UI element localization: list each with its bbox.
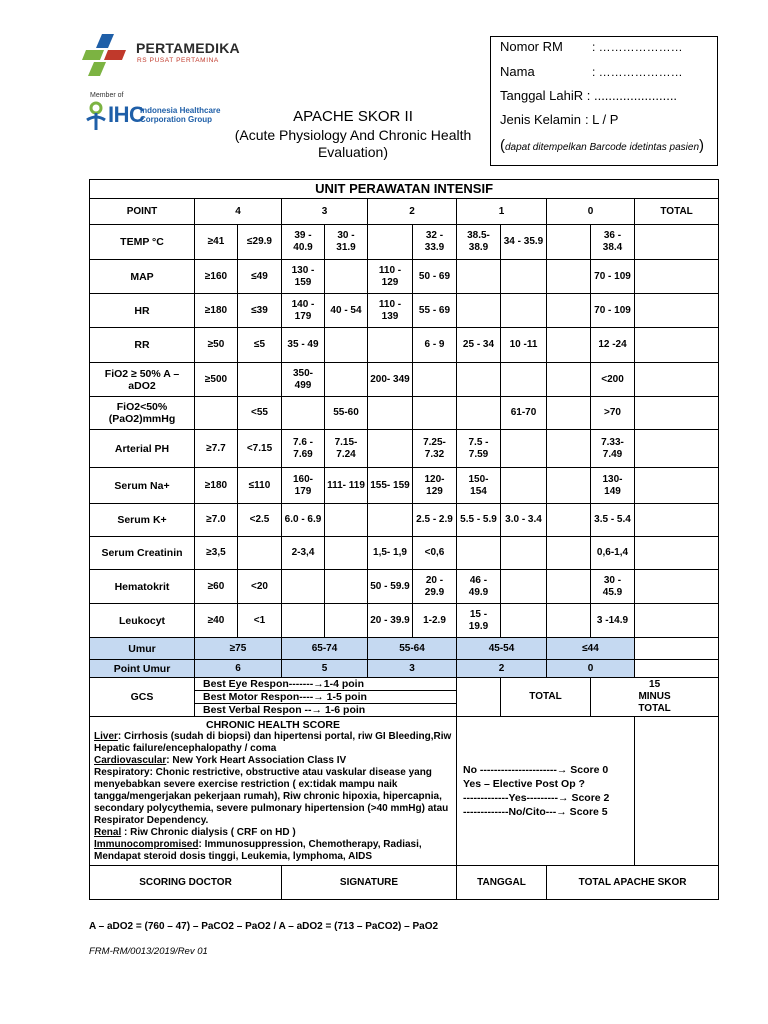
row-total-cell[interactable] [635, 294, 719, 328]
range-cell [282, 397, 325, 430]
chronic-score-input[interactable] [635, 717, 719, 866]
range-cell [325, 504, 368, 537]
gcs-row: GCS Best Eye Respon-------→1-4 poin Best Motor Respon----→ 1-5 poin Best Verbal Respon --→ 1-6 poin TOTAL 15 MINUS TOTAL [90, 678, 719, 717]
range-cell: 36 - 38.4 [591, 225, 635, 260]
range-cell: ≤49 [238, 260, 282, 294]
range-cell: 130 - 159 [282, 260, 325, 294]
range-cell [501, 363, 547, 397]
range-cell [501, 604, 547, 638]
range-cell: <55 [238, 397, 282, 430]
parameter-row [90, 430, 719, 468]
name-field[interactable]: : ………………… [592, 65, 683, 79]
range-cell: ≥50 [195, 328, 238, 363]
range-cell: 15 - 19.9 [457, 604, 501, 638]
range-cell: 3.5 - 5.4 [591, 504, 635, 537]
range-cell [238, 537, 282, 570]
parameter-row [90, 604, 719, 638]
barcode-note: (dapat ditempelkan Barcode idetintas pasien) [500, 137, 705, 154]
range-cell: <200 [591, 363, 635, 397]
date-field[interactable]: TANGGAL [457, 866, 547, 900]
range-cell: 1-2.9 [413, 604, 457, 638]
range-cell [501, 537, 547, 570]
range-cell: 150- 154 [457, 468, 501, 504]
range-cell: 70 - 109 [591, 294, 635, 328]
range-cell [457, 397, 501, 430]
point-header-row: POINT 4 3 2 1 0 TOTAL [90, 199, 719, 225]
row-total-cell[interactable] [635, 328, 719, 363]
range-cell: 46 - 49.9 [457, 570, 501, 604]
range-cell: 10 -11 [501, 328, 547, 363]
range-cell [547, 604, 591, 638]
parameter-row [90, 504, 719, 537]
range-cell: ≤5 [238, 328, 282, 363]
sex-field[interactable]: : L / P [584, 112, 619, 127]
range-cell [325, 570, 368, 604]
range-cell: 20 - 39.9 [368, 604, 413, 638]
range-cell [368, 328, 413, 363]
range-cell [238, 363, 282, 397]
parameter-label: Serum Na+ [90, 468, 195, 504]
range-cell: 61-70 [501, 397, 547, 430]
range-cell [547, 504, 591, 537]
range-cell [501, 260, 547, 294]
range-cell: 30 - 45.9 [591, 570, 635, 604]
parameter-row [90, 294, 719, 328]
name-row: Nama : ………………… [500, 64, 683, 79]
range-cell: <1 [238, 604, 282, 638]
range-cell [547, 294, 591, 328]
chronic-health-row [90, 717, 719, 866]
parameter-row [90, 570, 719, 604]
range-cell: 110 - 129 [368, 260, 413, 294]
row-total-cell[interactable] [635, 397, 719, 430]
gcs-total-label: TOTAL [501, 678, 591, 717]
signature-field[interactable]: SIGNATURE [282, 866, 457, 900]
range-cell [547, 570, 591, 604]
range-cell: 70 - 109 [591, 260, 635, 294]
parameter-row [90, 260, 719, 294]
row-total-cell[interactable] [635, 260, 719, 294]
range-cell [325, 537, 368, 570]
total-apache-field[interactable]: TOTAL APACHE SKOR [547, 866, 719, 900]
age-row: Umur ≥75 65-74 55-64 45-54 ≤44 [90, 638, 719, 660]
dob-field[interactable]: : ....................... [586, 88, 678, 103]
range-cell [501, 294, 547, 328]
range-cell: ≥180 [195, 468, 238, 504]
range-cell [547, 430, 591, 468]
range-cell [547, 260, 591, 294]
range-cell: 7.15- 7.24 [325, 430, 368, 468]
parameter-row [90, 468, 719, 504]
range-cell: 7.25- 7.32 [413, 430, 457, 468]
range-cell: 20 - 29.9 [413, 570, 457, 604]
range-cell [413, 363, 457, 397]
range-cell: <20 [238, 570, 282, 604]
row-total-cell[interactable] [635, 225, 719, 260]
row-total-cell[interactable] [635, 504, 719, 537]
range-cell [368, 430, 413, 468]
range-cell: ≥500 [195, 363, 238, 397]
range-cell [368, 397, 413, 430]
range-cell [547, 537, 591, 570]
range-cell: ≤110 [238, 468, 282, 504]
range-cell [547, 225, 591, 260]
range-cell: 6 - 9 [413, 328, 457, 363]
range-cell: ≥3,5 [195, 537, 238, 570]
range-cell [282, 604, 325, 638]
range-cell [368, 504, 413, 537]
range-cell: 200- 349 [368, 363, 413, 397]
range-cell: 50 - 69 [413, 260, 457, 294]
range-cell: 38.5- 38.9 [457, 225, 501, 260]
range-cell [547, 468, 591, 504]
range-cell [501, 468, 547, 504]
document-title: APACHE SKOR II [293, 108, 413, 125]
range-cell: ≥40 [195, 604, 238, 638]
parameter-label: MAP [90, 260, 195, 294]
parameter-label: Arterial PH [90, 430, 195, 468]
patient-identity-box [490, 36, 718, 166]
range-cell: 1,5- 1,9 [368, 537, 413, 570]
form-code: FRM-RM/0013/2019/Rev 01 [89, 946, 208, 957]
range-cell: <2.5 [238, 504, 282, 537]
range-cell: 2.5 - 2.9 [413, 504, 457, 537]
range-cell: 30 - 31.9 [325, 225, 368, 260]
range-cell: 0,6-1,4 [591, 537, 635, 570]
gcs-total-input[interactable] [457, 678, 501, 717]
chronic-health-text: CHRONIC HEALTH SCORE Liver: Cirrhosis (sudah di biopsi) dan hipertensi portal, riw GI Bleeding,Riw Hepatic failure/encephalopathy / coma Cardiovascular: New York Heart Association Class IV Respiratory: Chonic restrictive, obstructive atau vaskular disease yang menyebabkan severe exercise restriction ( ex:tidak mampu naik tangga/mengerjakan pekerjaan rumah), Riw chronic hipoxia, hipercapnia, secondary polycythemia, severe pulmonary hipertension (>40 mmHg) atau Respirator Dependency. Renal : Riw Chronic dialysis ( CRF on HD ) Immunocompromised: Immunosuppression, Chemotherapy, Radiasi, Mendapat steroid dosis tinggi, Leukemia, lymphoma, AIDS [90, 717, 457, 866]
range-cell: 6.0 - 6.9 [282, 504, 325, 537]
gcs-formula: 15 MINUS TOTAL [591, 678, 719, 717]
parameter-label: HR [90, 294, 195, 328]
parameter-row [90, 397, 719, 430]
range-cell: 120- 129 [413, 468, 457, 504]
row-total-cell[interactable] [635, 604, 719, 638]
range-cell [282, 570, 325, 604]
range-cell [325, 604, 368, 638]
pertamedika-logo-icon [80, 30, 132, 80]
row-total-cell[interactable] [635, 537, 719, 570]
parameter-row [90, 537, 719, 570]
gcs-components: Best Eye Respon-------→1-4 poin Best Motor Respon----→ 1-5 poin Best Verbal Respon --→ 1-6 poin [195, 678, 457, 717]
unit-title: UNIT PERAWATAN INTENSIF [90, 180, 719, 199]
document-subtitle: (Acute Physiology And Chronic Health Evaluation) [234, 127, 472, 160]
range-cell: <0,6 [413, 537, 457, 570]
aado2-formula: A – aDO2 = (760 – 47) – PaCO2 – PaO2 / A – aDO2 = (713 – PaCO2) – PaO2 [89, 921, 439, 932]
range-cell: 160- 179 [282, 468, 325, 504]
rm-field[interactable]: : ………………… [592, 40, 683, 54]
range-cell: 130- 149 [591, 468, 635, 504]
range-cell: 35 - 49 [282, 328, 325, 363]
parameter-label: Hematokrit [90, 570, 195, 604]
dob-row: Tanggal LahiR : ....................... [500, 88, 678, 103]
range-cell: 5.5 - 5.9 [457, 504, 501, 537]
range-cell: 3 -14.9 [591, 604, 635, 638]
range-cell: ≥180 [195, 294, 238, 328]
range-cell: 7.33- 7.49 [591, 430, 635, 468]
signature-row [90, 866, 719, 900]
rm-row: Nomor RM : ………………… [500, 39, 683, 54]
range-cell: 350- 499 [282, 363, 325, 397]
row-total-cell[interactable] [635, 363, 719, 397]
range-cell: 155- 159 [368, 468, 413, 504]
parameter-label: FiO2<50% (PaO2)mmHg [90, 397, 195, 430]
row-total-cell[interactable] [635, 570, 719, 604]
range-cell: ≥160 [195, 260, 238, 294]
range-cell: 110 - 139 [368, 294, 413, 328]
parameter-row [90, 328, 719, 363]
range-cell: ≥41 [195, 225, 238, 260]
range-cell [413, 397, 457, 430]
range-cell: 55-60 [325, 397, 368, 430]
range-cell [325, 260, 368, 294]
range-cell: 111- 119 [325, 468, 368, 504]
range-cell: 25 - 34 [457, 328, 501, 363]
range-cell [195, 397, 238, 430]
parameter-label: TEMP °C [90, 225, 195, 260]
row-total-cell[interactable] [635, 430, 719, 468]
range-cell [457, 537, 501, 570]
document-title-block [218, 108, 488, 161]
range-cell [325, 328, 368, 363]
range-cell: 50 - 59.9 [368, 570, 413, 604]
range-cell: 3.0 - 3.4 [501, 504, 547, 537]
member-of-label: Member of [90, 92, 124, 99]
range-cell [501, 570, 547, 604]
parameter-label: Serum Creatinin [90, 537, 195, 570]
range-cell: ≥7.7 [195, 430, 238, 468]
range-cell: ≥60 [195, 570, 238, 604]
chronic-score-options: No ----------------------→ Score 0 Yes – Elective Post Op ? -------------Yes---------→ Score 2 -------------No/Cito---→ Score 5 [457, 717, 635, 866]
range-cell: 2-3,4 [282, 537, 325, 570]
range-cell: 12 -24 [591, 328, 635, 363]
ihc-short-name: IHC [108, 102, 145, 127]
ihc-logo-icon [83, 100, 109, 132]
range-cell [501, 430, 547, 468]
range-cell [547, 363, 591, 397]
range-cell: <7.15 [238, 430, 282, 468]
range-cell: 7.6 - 7.69 [282, 430, 325, 468]
parameter-row [90, 225, 719, 260]
range-cell: 39 - 40.9 [282, 225, 325, 260]
range-cell: 34 - 35.9 [501, 225, 547, 260]
parameter-label: Leukocyt [90, 604, 195, 638]
age-point-row: Point Umur 6 5 3 2 0 [90, 660, 719, 678]
range-cell: 7.5 - 7.59 [457, 430, 501, 468]
range-cell: >70 [591, 397, 635, 430]
range-cell [457, 294, 501, 328]
hospital-sub: RS PUSAT PERTAMINA [137, 57, 219, 64]
range-cell [457, 260, 501, 294]
ihc-full-name: Indonesia Healthcare Corporation Group [140, 106, 221, 124]
range-cell: 32 - 33.9 [413, 225, 457, 260]
row-total-cell[interactable] [635, 468, 719, 504]
range-cell: 140 - 179 [282, 294, 325, 328]
parameter-label: FiO2 ≥ 50% A – aDO2 [90, 363, 195, 397]
parameter-row [90, 363, 719, 397]
range-cell [547, 328, 591, 363]
scoring-doctor-field[interactable]: SCORING DOCTOR [90, 866, 282, 900]
range-cell [368, 225, 413, 260]
range-cell: ≤29.9 [238, 225, 282, 260]
sex-row: Jenis Kelamin : L / P [500, 112, 619, 127]
range-cell [325, 363, 368, 397]
range-cell [547, 397, 591, 430]
range-cell: ≤39 [238, 294, 282, 328]
parameter-label: Serum K+ [90, 504, 195, 537]
range-cell [457, 363, 501, 397]
range-cell: 55 - 69 [413, 294, 457, 328]
range-cell: ≥7.0 [195, 504, 238, 537]
hospital-name: PERTAMEDIKA [136, 40, 240, 56]
apache-score-table [89, 179, 719, 900]
parameter-label: RR [90, 328, 195, 363]
range-cell: 40 - 54 [325, 294, 368, 328]
